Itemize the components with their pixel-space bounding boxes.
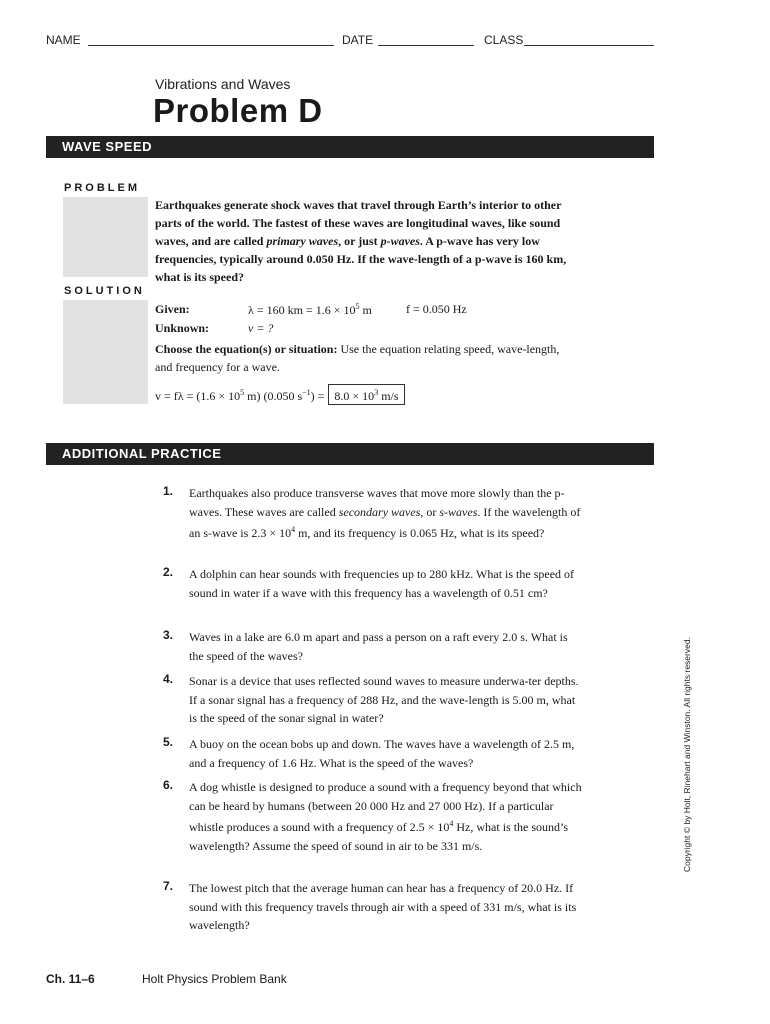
- problem-gray-box: [63, 197, 148, 277]
- footer-book-title: Holt Physics Problem Bank: [142, 972, 287, 986]
- name-label: NAME: [46, 33, 81, 47]
- practice-item-number: 6.: [163, 778, 174, 792]
- practice-item-text: The lowest pitch that the average human can hear has a frequency of 20.0 Hz. If sound with this frequency travels through air with a speed of 331 m/s, what is its wavelength?: [189, 881, 577, 932]
- practice-item-number: 5.: [163, 735, 174, 749]
- additional-practice-bar: ADDITIONAL PRACTICE: [46, 443, 654, 465]
- unknown-label: Unknown:: [155, 321, 210, 335]
- name-blank: [88, 45, 334, 46]
- given-value: λ = 160 km = $1.6 \times 10^5$ m: [248, 302, 372, 317]
- practice-item-text: Sonar is a device that uses reflected sound waves to measure underwa-ter depths. If a sonar signal has a frequency of 288 Hz, and the wave-length is 5.00 m, what is the speed of the sonar signal in water?: [189, 674, 579, 725]
- practice-item-text: A dog whistle is designed to produce a sound with a frequency beyond that which can be heard by humans (between 20 000 Hz and 27 000 Hz). If a particular whistle produces a sound with a frequency of $2.5 \times 10^4$ Hz, what is the sound’s wavelength? Assume the speed of sound in air to be 331 m/s.: [189, 780, 582, 853]
- date-label: DATE: [342, 33, 374, 47]
- choose-equation: Choose the equation(s) or situation: Use the equation relating speed, wave-length, and frequency for a wave.: [155, 342, 560, 374]
- subject-heading: Vibrations and Waves: [155, 76, 291, 92]
- practice-item-number: 1.: [163, 484, 174, 498]
- wave-speed-bar: WAVE SPEED: [46, 136, 654, 158]
- practice-item-text: A dolphin can hear sounds with frequencies up to 280 kHz. What is the speed of sound in water if a wave with this frequency has a wavelength of 0.51 cm?: [189, 567, 575, 600]
- copyright-notice: Copyright © by Holt, Rinehart and Winston. All rights reserved.: [682, 637, 692, 872]
- given-frequency: f = 0.050 Hz: [406, 302, 467, 316]
- solution-gray-box: [63, 300, 148, 404]
- practice-item-text: Waves in a lake are 6.0 m apart and pass a person on a raft every 2.0 s. What is the speed of the waves?: [189, 630, 568, 663]
- answer-box: $8.0 \times 10^3$ m/s: [328, 384, 404, 405]
- unknown-value: v = ?: [248, 321, 274, 335]
- practice-item-text: Earthquakes also produce transverse waves that move more slowly than the p-waves. These waves are called secondary waves, or s-waves. If the wavelength of an s-wave is $2.3 \times 10^4$ m, and its frequency is 0.065 Hz, what is its speed?: [189, 486, 581, 540]
- practice-item-number: 3.: [163, 628, 174, 642]
- problem-label: PROBLEM: [64, 182, 140, 194]
- class-blank: [524, 45, 654, 46]
- equation-line: $v = f\lambda = (1.6 \times 10^5$ m) (0.050 $s^{-1}) = 8.0 \times 10^3$ m/s: [155, 384, 405, 405]
- header-fields: [46, 33, 656, 51]
- given-label: Given:: [155, 302, 190, 316]
- footer-chapter: Ch. 11–6: [46, 972, 95, 986]
- practice-item-number: 7.: [163, 879, 174, 893]
- date-blank: [378, 45, 474, 46]
- practice-item-number: 4.: [163, 672, 174, 686]
- class-label: CLASS: [484, 33, 524, 47]
- practice-item-text: A buoy on the ocean bobs up and down. The waves have a wavelength of 2.5 m, and a frequency of 1.6 Hz. What is the speed of the waves?: [189, 737, 575, 770]
- page-title: Problem D: [153, 92, 323, 129]
- solution-label: SOLUTION: [64, 285, 145, 297]
- problem-statement: Earthquakes generate shock waves that travel through Earth’s interior to other parts of the world. The fastest of these waves are longitudinal waves, like sound waves, and are called primary waves, or just p-waves. A p-wave has very low frequencies, typically around 0.050 Hz. If the wave-length of a p-wave is 160 km, what is its speed?: [155, 198, 567, 284]
- practice-item-number: 2.: [163, 565, 174, 579]
